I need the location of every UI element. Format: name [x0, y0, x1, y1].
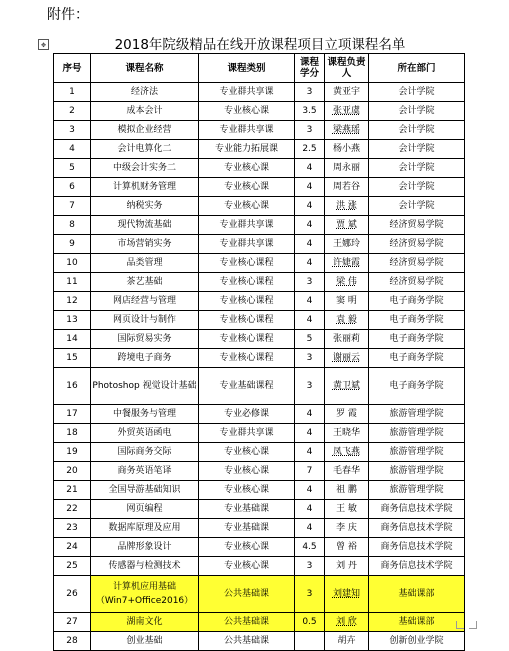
cell-no: 25 — [54, 557, 91, 576]
cell-course-type: 专业核心课程 — [199, 330, 295, 349]
cell-lead: 许婕霞 — [325, 254, 369, 273]
table-row — [54, 235, 465, 254]
table-row — [54, 292, 465, 311]
cell-course-name: 中级会计实务二 — [91, 159, 199, 178]
table-row — [54, 349, 465, 368]
cell-course-name: 成本会计 — [91, 102, 199, 121]
cell-no: 9 — [54, 235, 91, 254]
cell-lead: 王娜玲 — [325, 235, 369, 254]
cell-lead: 曾 裕 — [325, 538, 369, 557]
table-row — [54, 178, 465, 197]
cell-credit: 4 — [295, 159, 325, 178]
cell-lead: 窦 明 — [325, 292, 369, 311]
table-row — [54, 576, 465, 613]
cell-course-type: 公共基础课 — [199, 576, 295, 613]
cell-credit: 3 — [295, 83, 325, 102]
cell-dept: 旅游管理学院 — [369, 443, 465, 462]
cell-no: 11 — [54, 273, 91, 292]
cell-credit: 5 — [295, 330, 325, 349]
cell-dept: 旅游管理学院 — [369, 462, 465, 481]
cell-credit: 4 — [295, 500, 325, 519]
table-row — [54, 538, 465, 557]
cell-no: 27 — [54, 613, 91, 632]
table-row — [54, 632, 465, 651]
cell-course-name: 传感器与检测技术 — [91, 557, 199, 576]
cell-dept: 会计学院 — [369, 140, 465, 159]
cell-course-type: 专业核心课 — [199, 481, 295, 500]
cell-course-type: 专业群共享课 — [199, 216, 295, 235]
cell-credit: 7 — [295, 462, 325, 481]
table-row — [54, 159, 465, 178]
table-row — [54, 216, 465, 235]
cell-lead: 张丽莉 — [325, 330, 369, 349]
cell-credit: 4.5 — [295, 538, 325, 557]
cell-course-type: 专业核心课 — [199, 538, 295, 557]
table-row — [54, 443, 465, 462]
cell-lead: 袁 毅 — [325, 311, 369, 330]
cell-course-type: 专业群共享课 — [199, 424, 295, 443]
cell-credit: 3 — [295, 273, 325, 292]
cell-dept: 经济贸易学院 — [369, 235, 465, 254]
cell-credit: 4 — [295, 481, 325, 500]
cell-dept: 电子商务学院 — [369, 292, 465, 311]
col-header-credit: 课程学分 — [295, 54, 325, 83]
cell-course-name: 计算机财务管理 — [91, 178, 199, 197]
col-header-no: 序号 — [54, 54, 91, 83]
cell-lead: 洪 涨 — [325, 197, 369, 216]
cell-no: 14 — [54, 330, 91, 349]
page-title: 2018年院级精品在线开放课程项目立项课程名单 — [114, 37, 406, 53]
cell-course-name: 茶艺基础 — [91, 273, 199, 292]
cell-course-type: 专业基础课程 — [199, 368, 295, 405]
cell-course-name: 网店经营与管理 — [91, 292, 199, 311]
table-row — [54, 140, 465, 159]
table-row — [54, 481, 465, 500]
cell-dept: 商务信息技术学院 — [369, 519, 465, 538]
cell-dept: 经济贸易学院 — [369, 254, 465, 273]
cell-course-name: 现代物流基础 — [91, 216, 199, 235]
table-row — [54, 83, 465, 102]
cell-credit: 3 — [295, 349, 325, 368]
cell-lead: 刘 欣 — [325, 613, 369, 632]
cell-lead: 祖 鹏 — [325, 481, 369, 500]
cell-no: 12 — [54, 292, 91, 311]
cell-course-name: 湖南文化 — [91, 613, 199, 632]
cell-no: 13 — [54, 311, 91, 330]
table-row — [54, 254, 465, 273]
cell-course-type: 专业核心课程 — [199, 254, 295, 273]
cell-lead: 杨小燕 — [325, 140, 369, 159]
cell-course-type: 专业能力拓展课 — [199, 140, 295, 159]
cell-credit: 3 — [295, 368, 325, 405]
cell-course-name: 市场营销实务 — [91, 235, 199, 254]
cell-lead: 毛春华 — [325, 462, 369, 481]
cell-course-name: Photoshop 视觉设计基础 — [91, 368, 199, 405]
cell-course-name: 创业基础 — [91, 632, 199, 651]
cell-course-type: 专业群共享课 — [199, 121, 295, 140]
cell-dept: 电子商务学院 — [369, 330, 465, 349]
cell-course-name: 品牌形象设计 — [91, 538, 199, 557]
cell-lead: 王晓华 — [325, 424, 369, 443]
table-row — [54, 121, 465, 140]
cell-credit: 0.5 — [295, 613, 325, 632]
cell-course-name: 国际贸易实务 — [91, 330, 199, 349]
cell-course-type: 专业核心课 — [199, 462, 295, 481]
cell-course-type: 专业必修课 — [199, 405, 295, 424]
cell-dept: 电子商务学院 — [369, 368, 465, 405]
cell-course-name: 网页设计与制作 — [91, 311, 199, 330]
cell-lead: 李 庆 — [325, 519, 369, 538]
cell-credit: 4 — [295, 443, 325, 462]
table-row — [54, 368, 465, 405]
cell-course-name: 网页编程 — [91, 500, 199, 519]
move-anchor-icon[interactable]: ✥ — [38, 39, 49, 50]
cell-no: 2 — [54, 102, 91, 121]
cell-credit: 3 — [295, 121, 325, 140]
cell-lead: 凤飞燕 — [325, 443, 369, 462]
cell-course-type: 专业核心课 — [199, 557, 295, 576]
cell-no: 18 — [54, 424, 91, 443]
cell-dept: 基础课部 — [369, 576, 465, 613]
table-row — [54, 424, 465, 443]
cell-lead: 黄卫斌 — [325, 368, 369, 405]
table-row — [54, 613, 465, 632]
cell-course-type: 专业核心课 — [199, 159, 295, 178]
cell-course-type: 专业核心课 — [199, 197, 295, 216]
cell-course-type: 专业核心课程 — [199, 292, 295, 311]
cell-no: 20 — [54, 462, 91, 481]
table-row — [54, 405, 465, 424]
cell-course-name: 全国导游基础知识 — [91, 481, 199, 500]
cell-course-type: 专业群共享课 — [199, 83, 295, 102]
cell-no: 24 — [54, 538, 91, 557]
cell-lead: 刘建知 — [325, 576, 369, 613]
cell-course-type: 专业基础课 — [199, 519, 295, 538]
cell-no: 10 — [54, 254, 91, 273]
cell-no: 4 — [54, 140, 91, 159]
cell-credit: 3 — [295, 557, 325, 576]
table-row — [54, 519, 465, 538]
cell-no: 22 — [54, 500, 91, 519]
col-header-type: 课程类别 — [199, 54, 295, 83]
cell-credit: 4 — [295, 424, 325, 443]
cell-course-name: 数据库原理及应用 — [91, 519, 199, 538]
cell-lead: 张亚虞 — [325, 102, 369, 121]
cell-course-type: 专业群共享课 — [199, 235, 295, 254]
cell-course-name: 国际商务交际 — [91, 443, 199, 462]
cell-lead: 黄亚宇 — [325, 83, 369, 102]
cell-credit: 4 — [295, 292, 325, 311]
course-table — [53, 53, 465, 651]
cell-no: 5 — [54, 159, 91, 178]
cell-dept: 会计学院 — [369, 197, 465, 216]
cell-no: 21 — [54, 481, 91, 500]
cell-credit: 4 — [295, 216, 325, 235]
cell-dept: 会计学院 — [369, 178, 465, 197]
cell-dept: 旅游管理学院 — [369, 405, 465, 424]
cell-dept: 会计学院 — [369, 159, 465, 178]
cell-dept: 创新创业学院 — [369, 632, 465, 651]
cell-credit: 4 — [295, 197, 325, 216]
cell-course-name: 外贸英语函电 — [91, 424, 199, 443]
cell-dept: 经济贸易学院 — [369, 273, 465, 292]
cell-dept: 电子商务学院 — [369, 349, 465, 368]
cell-dept: 旅游管理学院 — [369, 481, 465, 500]
cell-credit: 4 — [295, 519, 325, 538]
cell-lead: 梁燕瑶 — [325, 121, 369, 140]
cell-lead: 周永丽 — [325, 159, 369, 178]
cell-course-type: 专业基础课 — [199, 500, 295, 519]
cell-course-name: 模拟企业经营 — [91, 121, 199, 140]
cell-lead: 梁 伟 — [325, 273, 369, 292]
cell-lead: 谢丽云 — [325, 349, 369, 368]
table-row — [54, 557, 465, 576]
table-row — [54, 330, 465, 349]
table-row — [54, 197, 465, 216]
col-header-name: 课程名称 — [91, 54, 199, 83]
cell-no: 3 — [54, 121, 91, 140]
col-header-dept: 所在部门 — [369, 54, 465, 83]
cell-credit — [295, 632, 325, 651]
cell-lead: 贾 斌 — [325, 216, 369, 235]
page-corner-mark — [456, 621, 464, 629]
cell-dept: 旅游管理学院 — [369, 424, 465, 443]
cell-lead: 胡卉 — [325, 632, 369, 651]
cell-lead: 王 敏 — [325, 500, 369, 519]
cell-course-name: 纳税实务 — [91, 197, 199, 216]
cell-no: 19 — [54, 443, 91, 462]
cell-dept: 基础课部 — [369, 613, 465, 632]
cell-credit: 2.5 — [295, 140, 325, 159]
cell-lead: 罗 霞 — [325, 405, 369, 424]
cell-no: 1 — [54, 83, 91, 102]
cell-no: 23 — [54, 519, 91, 538]
cell-lead: 刘 丹 — [325, 557, 369, 576]
cell-credit: 3 — [295, 576, 325, 613]
table-header-row — [54, 54, 465, 83]
cell-course-name: 跨境电子商务 — [91, 349, 199, 368]
col-header-lead: 课程负责人 — [325, 54, 369, 83]
cell-no: 26 — [54, 576, 91, 613]
cell-no: 16 — [54, 368, 91, 405]
cell-dept: 会计学院 — [369, 121, 465, 140]
cell-no: 8 — [54, 216, 91, 235]
cell-dept: 商务信息技术学院 — [369, 500, 465, 519]
cell-course-type: 公共基础课 — [199, 613, 295, 632]
cell-credit: 3.5 — [295, 102, 325, 121]
page-corner-mark — [469, 621, 477, 629]
cell-course-type: 专业核心课 — [199, 443, 295, 462]
cell-credit: 4 — [295, 405, 325, 424]
cell-dept: 会计学院 — [369, 102, 465, 121]
cell-credit: 4 — [295, 254, 325, 273]
table-row — [54, 500, 465, 519]
cell-credit: 4 — [295, 178, 325, 197]
cell-dept: 商务信息技术学院 — [369, 557, 465, 576]
cell-course-name: 商务英语笔译 — [91, 462, 199, 481]
cell-lead: 周若谷 — [325, 178, 369, 197]
cell-no: 7 — [54, 197, 91, 216]
cell-course-type: 专业核心课 — [199, 178, 295, 197]
cell-course-name: 计算机应用基础（Win7+Office2016） — [91, 576, 199, 613]
cell-course-type: 专业核心课 — [199, 102, 295, 121]
cell-course-name: 经济法 — [91, 83, 199, 102]
cell-course-type: 专业核心课程 — [199, 349, 295, 368]
cell-course-type: 专业核心课程 — [199, 311, 295, 330]
cell-no: 17 — [54, 405, 91, 424]
cell-course-name: 会计电算化二 — [91, 140, 199, 159]
cell-credit: 4 — [295, 311, 325, 330]
cell-course-type: 专业核心课程 — [199, 273, 295, 292]
cell-no: 6 — [54, 178, 91, 197]
cell-credit: 4 — [295, 235, 325, 254]
cell-no: 28 — [54, 632, 91, 651]
cell-dept: 电子商务学院 — [369, 311, 465, 330]
cell-dept: 经济贸易学院 — [369, 216, 465, 235]
table-row — [54, 311, 465, 330]
cell-course-name: 品类管理 — [91, 254, 199, 273]
cell-course-type: 公共基础课 — [199, 632, 295, 651]
cell-dept: 商务信息技术学院 — [369, 538, 465, 557]
cell-course-name: 中餐服务与管理 — [91, 405, 199, 424]
attachment-label: 附件： — [47, 7, 89, 23]
table-row — [54, 273, 465, 292]
cell-no: 15 — [54, 349, 91, 368]
cell-dept: 会计学院 — [369, 83, 465, 102]
table-row — [54, 462, 465, 481]
table-row — [54, 102, 465, 121]
